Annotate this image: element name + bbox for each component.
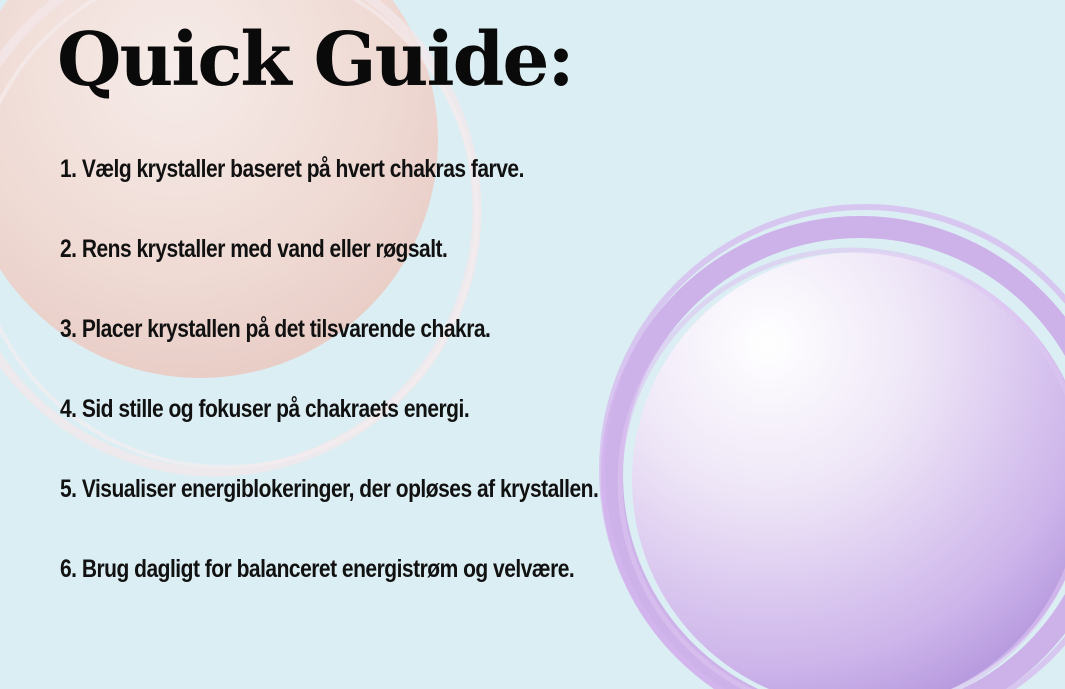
list-item: 6. Brug dagligt for balanceret energistrøm og velvære. [60, 555, 575, 583]
list-item: 2. Rens krystaller med vand eller røgsalt. [60, 235, 448, 263]
page-title: Quick Guide: [57, 17, 573, 103]
list-item: 3. Placer krystallen på det tilsvarende chakra. [60, 315, 491, 343]
list-item: 1. Vælg krystaller baseret på hvert chakras farve. [60, 155, 524, 183]
list-item: 4. Sid stille og fokuser på chakraets energi. [60, 395, 470, 423]
list-item: 5. Visualiser energiblokeringer, der opløses af krystallen. [60, 475, 599, 503]
steps-list [60, 150, 701, 630]
